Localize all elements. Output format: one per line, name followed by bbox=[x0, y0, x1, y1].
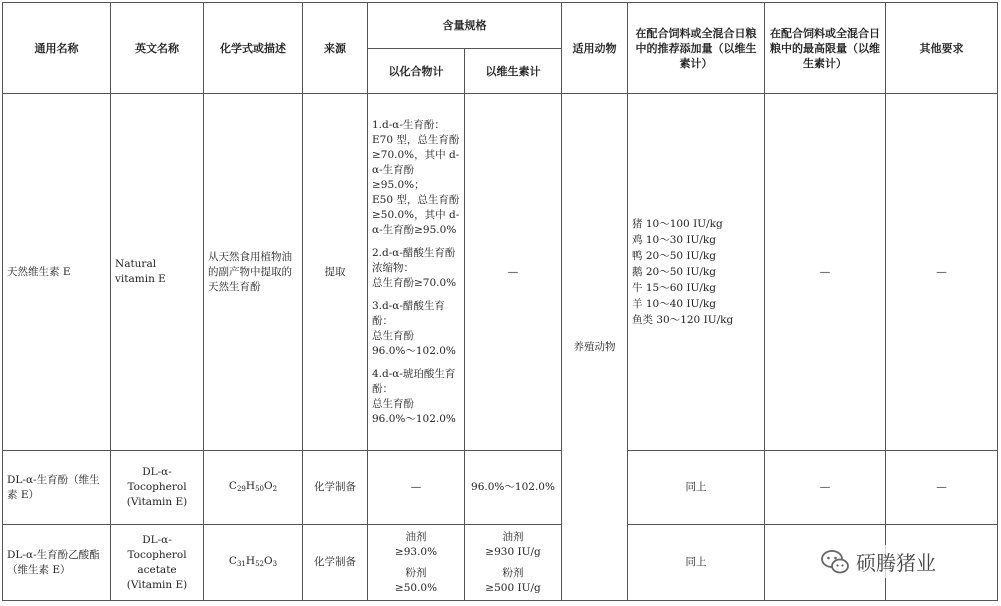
cell-other: — bbox=[886, 94, 998, 451]
formula-part: H bbox=[245, 479, 256, 492]
header-common-name: 通用名称 bbox=[3, 3, 111, 94]
spec-block-1 bbox=[372, 118, 460, 238]
cell-by-compound: — bbox=[368, 451, 465, 525]
cell-common-name: DL-α-生育酚（维生素 E） bbox=[3, 451, 111, 525]
cell-by-compound bbox=[368, 525, 465, 601]
form-value: ≥50.0% bbox=[394, 581, 438, 594]
cell-source: 提取 bbox=[303, 94, 368, 451]
dose-line: 鹅 20～50 IU/kg bbox=[632, 266, 717, 278]
formula-sub: 50 bbox=[255, 484, 264, 493]
header-animals: 适用动物 bbox=[562, 3, 628, 94]
form-value: ≥93.0% bbox=[394, 545, 438, 558]
spec-line: 4.d-α-琥珀酸生育酚： bbox=[372, 367, 456, 395]
cell-by-vitamin bbox=[465, 525, 562, 601]
dose-line: 鱼类 30～120 IU/kg bbox=[632, 314, 734, 326]
cell-recommended: 同上 bbox=[628, 525, 765, 601]
cell-formula bbox=[204, 451, 303, 525]
spec-block-4 bbox=[372, 367, 460, 427]
cell-other: — bbox=[886, 451, 998, 525]
formula-sub: 31 bbox=[236, 559, 246, 568]
table-row bbox=[3, 451, 998, 525]
formula-sub: 3 bbox=[272, 559, 278, 568]
formula-part: C bbox=[228, 554, 237, 567]
cell-source: 化学制备 bbox=[303, 451, 368, 525]
formula-sub: 52 bbox=[255, 559, 264, 568]
cell-english-name: DL-α-Tocopherol acetate (Vitamin E) bbox=[111, 525, 204, 601]
spec-block-3 bbox=[372, 299, 460, 359]
cell-animals: 养殖动物 bbox=[562, 94, 628, 601]
form-label: 粉剂 bbox=[405, 566, 427, 579]
cell-formula: 从天然食用植物油的副产物中提取的天然生育酚 bbox=[204, 94, 303, 451]
spec-line: 96.0%～102.0% bbox=[372, 344, 456, 357]
form-value: ≥500 IU/g bbox=[485, 581, 541, 594]
wechat-icon bbox=[820, 548, 850, 576]
cell-recommended bbox=[628, 94, 765, 451]
cell-formula bbox=[204, 525, 303, 601]
header-english-name: 英文名称 bbox=[111, 3, 204, 94]
cell-by-vitamin: 96.0%～102.0% bbox=[465, 451, 562, 525]
cell-source: 化学制备 bbox=[303, 525, 368, 601]
formula-sub: 2 bbox=[272, 484, 278, 493]
spec-line: E50 型，总生育酚≥50.0%，其中 d-α-生育酚≥95.0% bbox=[372, 193, 460, 236]
spec-line: E70 型，总生育酚≥70.0%，其中 d-α-生育酚≥95.0%； bbox=[372, 133, 460, 191]
header-by-vitamin: 以维生素计 bbox=[465, 49, 562, 94]
header-formula: 化学式或描述 bbox=[204, 3, 303, 94]
spec-line: 总生育酚≥70.0% bbox=[372, 276, 457, 289]
header-source: 来源 bbox=[303, 3, 368, 94]
dose-line: 羊 10～40 IU/kg bbox=[632, 298, 717, 310]
cell-common-name: DL-α-生育酚乙酸酯（维生素 E） bbox=[3, 525, 111, 601]
spec-block-2 bbox=[372, 246, 460, 291]
dose-line: 鸭 20～50 IU/kg bbox=[632, 250, 717, 262]
spec-line: 1.d-α-生育酚： bbox=[372, 118, 445, 131]
cell-by-vitamin: — bbox=[465, 94, 562, 451]
cell-english-name: Natural vitamin E bbox=[111, 94, 204, 451]
formula-part: H bbox=[245, 554, 256, 567]
form-label: 粉剂 bbox=[502, 566, 524, 579]
cell-english-name: DL-α-Tocopherol (Vitamin E) bbox=[111, 451, 204, 525]
form-label: 油剂 bbox=[502, 530, 524, 543]
cell-max-limit: — bbox=[765, 451, 886, 525]
header-other: 其他要求 bbox=[886, 3, 998, 94]
header-recommended: 在配合饲料或全混合日粮中的推荐添加量（以维生素计） bbox=[628, 3, 765, 94]
watermark-text: 硕腾猪业 bbox=[856, 551, 936, 575]
dose-line: 鸡 10～30 IU/kg bbox=[632, 234, 717, 246]
form-label: 油剂 bbox=[405, 530, 427, 543]
table-row bbox=[3, 94, 998, 451]
formula-part: C bbox=[228, 479, 237, 492]
watermark bbox=[814, 545, 942, 578]
cell-max-limit: — bbox=[765, 94, 886, 451]
spec-line: 3.d-α-醋酸生育酚： bbox=[372, 299, 445, 327]
feed-additive-table bbox=[2, 2, 998, 601]
spec-line: 2.d-α-醋酸生育酚浓缩物： bbox=[372, 246, 456, 274]
spec-line: 96.0%～102.0% bbox=[372, 412, 456, 425]
header-content-spec: 含量规格 bbox=[368, 3, 562, 49]
header-max-limit: 在配合饲料或全混合日粮中的最高限量（以维生素计） bbox=[765, 3, 886, 94]
dose-line: 猪 10～100 IU/kg bbox=[632, 218, 723, 230]
formula-part: O bbox=[263, 554, 273, 567]
spec-line: 总生育酚 bbox=[372, 329, 414, 342]
form-value: ≥930 IU/g bbox=[485, 545, 541, 558]
dose-line: 牛 15～60 IU/kg bbox=[632, 282, 717, 294]
cell-spec-by-compound bbox=[368, 94, 465, 451]
formula-part: O bbox=[263, 479, 273, 492]
cell-common-name: 天然维生素 E bbox=[3, 94, 111, 451]
spec-line: 总生育酚 bbox=[372, 397, 414, 410]
header-by-compound: 以化合物计 bbox=[368, 49, 465, 94]
cell-recommended: 同上 bbox=[628, 451, 765, 525]
formula-sub: 29 bbox=[236, 484, 246, 493]
